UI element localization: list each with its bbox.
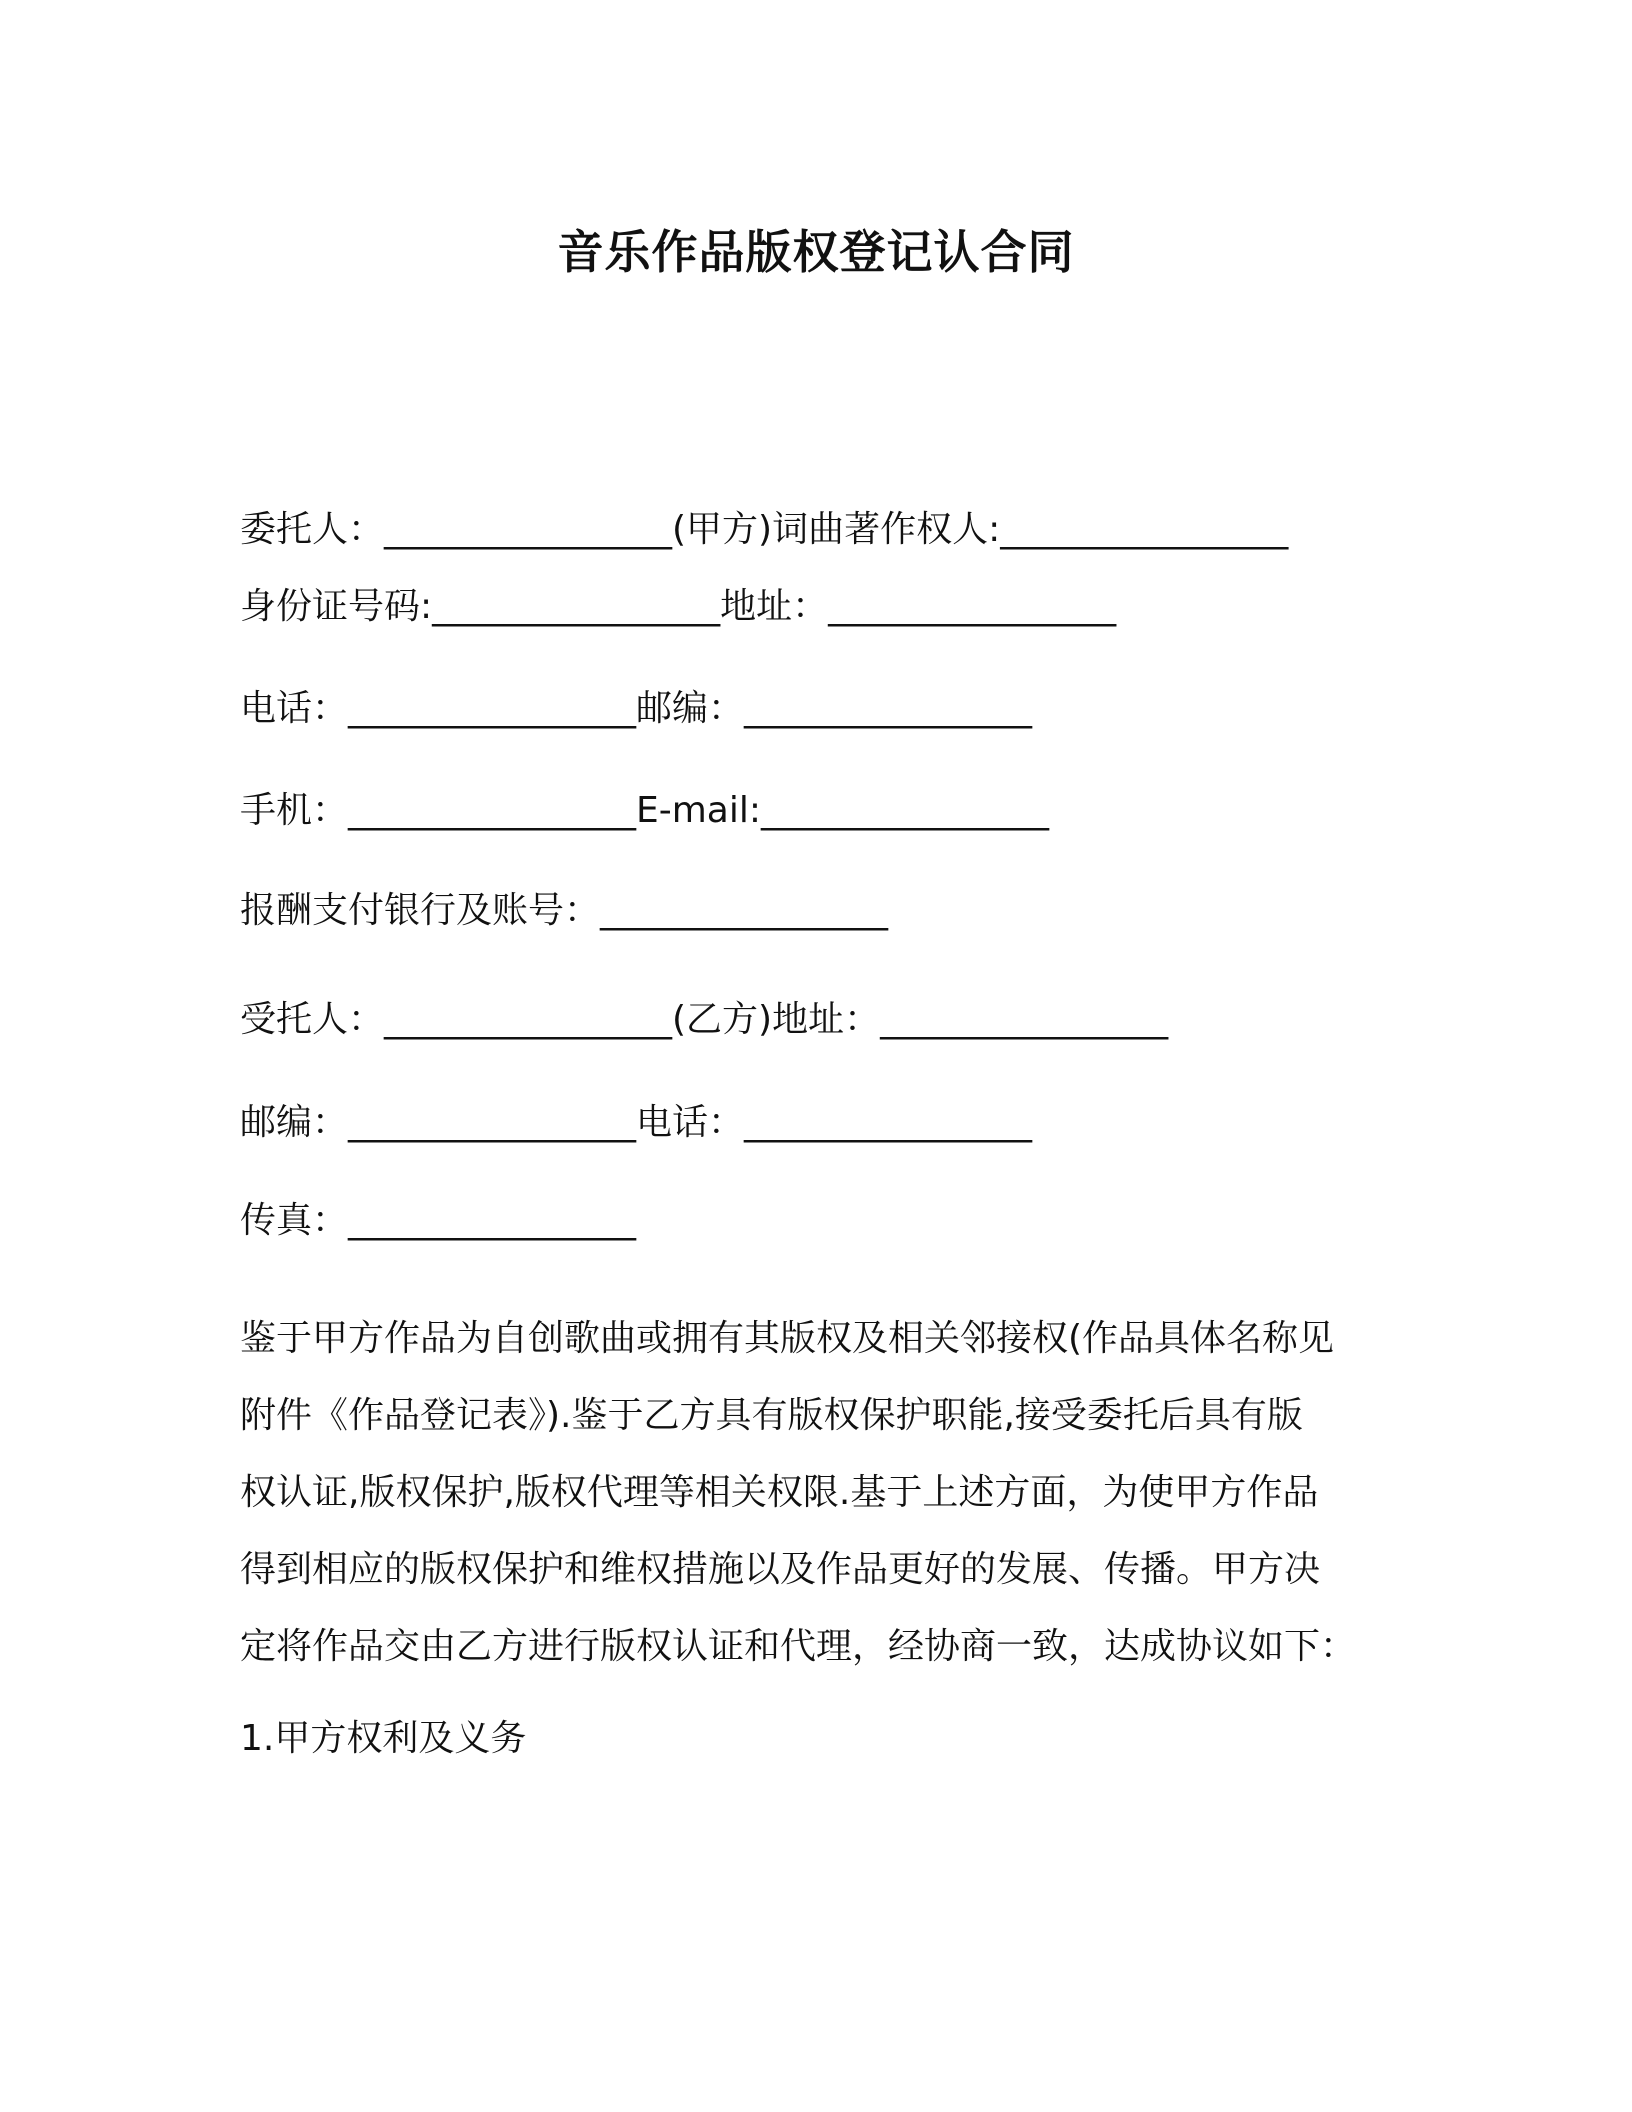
field-id-number-and-address: 身份证号码:________________地址：________________ <box>240 586 1117 627</box>
preamble-line: 得到相应的版权保护和维权措施以及作品更好的发展、传播。甲方决 <box>240 1549 1321 1590</box>
preamble-line: 定将作品交由乙方进行版权认证和代理，经协商一致，达成协议如下： <box>240 1626 1357 1667</box>
preamble-line: 附件《作品登记表》).鉴于乙方具有版权保护职能,接受委托后具有版 <box>240 1395 1303 1436</box>
preamble-paragraph <box>240 1300 1380 1685</box>
field-payment-bank-account: 报酬支付银行及账号：________________ <box>240 890 889 931</box>
section-1-heading: 1.甲方权利及义务 <box>240 1718 527 1759</box>
field-mobile-and-email: 手机：________________E-mail:________________ <box>240 790 1049 831</box>
preamble-line: 权认证,版权保护,版权代理等相关权限.基于上述方面，为使甲方作品 <box>240 1472 1319 1513</box>
field-trustee-and-address: 受托人：________________(乙方)地址：________________ <box>240 999 1169 1040</box>
field-trustee-postcode-and-phone: 邮编：________________电话：________________ <box>240 1102 1033 1143</box>
preamble-line: 鉴于甲方作品为自创歌曲或拥有其版权及相关邻接权(作品具体名称见 <box>240 1318 1335 1359</box>
field-phone-and-postcode: 电话：________________邮编：________________ <box>240 688 1033 729</box>
field-client-and-author: 委托人：________________(甲方)词曲著作权人:________________ <box>240 509 1289 550</box>
document-title: 音乐作品版权登记认合同 <box>557 225 1075 279</box>
field-trustee-fax: 传真：________________ <box>240 1200 637 1241</box>
